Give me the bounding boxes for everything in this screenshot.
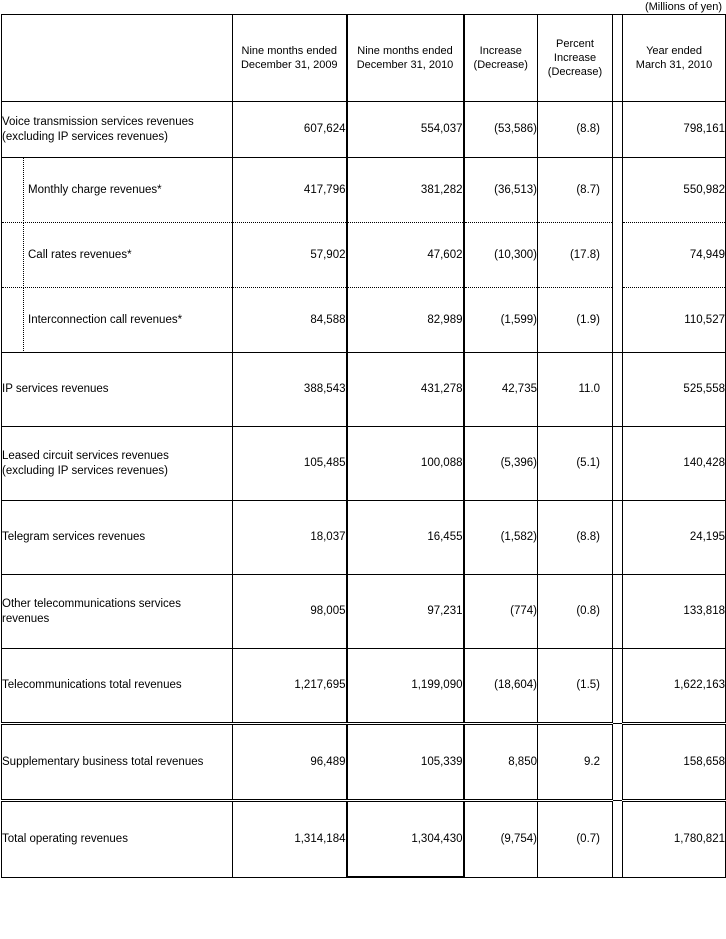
row-label bbox=[2, 801, 233, 878]
column-divider bbox=[613, 427, 623, 501]
column-divider bbox=[613, 501, 623, 575]
cell-year-ended: 550,982 bbox=[623, 158, 726, 223]
row-label bbox=[2, 501, 233, 575]
column-header-y2010 bbox=[347, 15, 464, 102]
header-line-2: (Decrease) bbox=[473, 59, 528, 71]
cell-percent: (17.8) bbox=[538, 223, 613, 288]
cell-percent: (8.8) bbox=[538, 501, 613, 575]
cell-percent: 11.0 bbox=[538, 353, 613, 427]
cell-y2009: 105,485 bbox=[233, 427, 347, 501]
cell-percent: (0.8) bbox=[538, 575, 613, 649]
cell-y2010: 105,339 bbox=[347, 724, 464, 801]
row-label bbox=[2, 649, 233, 724]
header-line-1: Percent bbox=[556, 38, 594, 50]
cell-year-ended: 140,428 bbox=[623, 427, 726, 501]
row-label bbox=[2, 427, 233, 501]
row-label-line-2: (excluding IP services revenues) bbox=[2, 130, 168, 143]
column-header-percent-increase bbox=[538, 15, 613, 102]
table-row bbox=[2, 801, 726, 878]
cell-y2010: 47,602 bbox=[347, 223, 464, 288]
row-label bbox=[2, 223, 233, 288]
cell-percent: (5.1) bbox=[538, 427, 613, 501]
table-row bbox=[2, 501, 726, 575]
cell-year-ended: 798,161 bbox=[623, 102, 726, 158]
row-label-line-1: Monthly charge revenues* bbox=[28, 183, 162, 196]
cell-year-ended: 1,622,163 bbox=[623, 649, 726, 724]
row-label-line-1: Supplementary business total revenues bbox=[2, 755, 204, 768]
header-row bbox=[2, 15, 726, 102]
table-header bbox=[2, 15, 726, 102]
row-label-line-1: Leased circuit services revenues bbox=[2, 449, 169, 462]
cell-y2010: 1,304,430 bbox=[347, 801, 464, 878]
operating-revenues-table bbox=[1, 14, 726, 878]
cell-increase: (1,599) bbox=[464, 288, 538, 353]
cell-increase: (10,300) bbox=[464, 223, 538, 288]
table-row bbox=[2, 575, 726, 649]
table-row bbox=[2, 223, 726, 288]
table-row bbox=[2, 649, 726, 724]
cell-percent: (8.7) bbox=[538, 158, 613, 223]
cell-y2010: 97,231 bbox=[347, 575, 464, 649]
row-label-line-1: Other telecommunications services bbox=[2, 597, 181, 610]
header-line-1: Year ended bbox=[646, 45, 702, 57]
cell-increase: (9,754) bbox=[464, 801, 538, 878]
cell-year-ended: 525,558 bbox=[623, 353, 726, 427]
column-divider bbox=[613, 158, 623, 223]
column-divider bbox=[613, 288, 623, 353]
column-divider bbox=[613, 353, 623, 427]
row-label-line-1: Total operating revenues bbox=[2, 832, 128, 845]
cell-increase: 8,850 bbox=[464, 724, 538, 801]
row-label-line-1: Telegram services revenues bbox=[2, 531, 146, 543]
cell-y2009: 84,588 bbox=[233, 288, 347, 353]
cell-increase: (18,604) bbox=[464, 649, 538, 724]
table-row bbox=[2, 353, 726, 427]
cell-y2009: 388,543 bbox=[233, 353, 347, 427]
row-label bbox=[2, 575, 233, 649]
row-label-line-1: IP services revenues bbox=[2, 383, 109, 395]
column-divider bbox=[613, 649, 623, 724]
cell-y2010: 16,455 bbox=[347, 501, 464, 575]
cell-y2010: 82,989 bbox=[347, 288, 464, 353]
cell-percent: (0.7) bbox=[538, 801, 613, 878]
cell-increase: (774) bbox=[464, 575, 538, 649]
table-body bbox=[2, 102, 726, 878]
cell-y2009: 1,314,184 bbox=[233, 801, 347, 878]
cell-y2010: 381,282 bbox=[347, 158, 464, 223]
cell-percent: 9.2 bbox=[538, 724, 613, 801]
cell-percent: (1.5) bbox=[538, 649, 613, 724]
header-line-1: Nine months ended bbox=[357, 45, 453, 57]
row-label bbox=[2, 724, 233, 801]
column-header-year-ended bbox=[623, 15, 726, 102]
row-label bbox=[2, 353, 233, 427]
header-line-2: December 31, 2009 bbox=[240, 59, 338, 71]
header-line-1: Increase bbox=[479, 45, 522, 57]
column-header-increase bbox=[464, 15, 538, 102]
column-divider bbox=[613, 801, 623, 878]
row-label bbox=[2, 288, 233, 353]
header-line-3: (Decrease) bbox=[547, 66, 603, 78]
cell-year-ended: 24,195 bbox=[623, 501, 726, 575]
cell-percent: (8.8) bbox=[538, 102, 613, 158]
cell-increase: (36,513) bbox=[464, 158, 538, 223]
cell-increase: 42,735 bbox=[464, 353, 538, 427]
cell-y2009: 57,902 bbox=[233, 223, 347, 288]
cell-year-ended: 158,658 bbox=[623, 724, 726, 801]
cell-increase: (5,396) bbox=[464, 427, 538, 501]
financial-table-container bbox=[1, 14, 725, 878]
table-row bbox=[2, 427, 726, 501]
cell-y2009: 98,005 bbox=[233, 575, 347, 649]
cell-y2009: 18,037 bbox=[233, 501, 347, 575]
column-divider bbox=[613, 223, 623, 288]
row-label-line-1: Voice transmission services revenues bbox=[2, 115, 194, 128]
cell-year-ended: 133,818 bbox=[623, 575, 726, 649]
cell-y2009: 1,217,695 bbox=[233, 649, 347, 724]
cell-y2010: 554,037 bbox=[347, 102, 464, 158]
column-divider bbox=[613, 575, 623, 649]
cell-increase: (53,586) bbox=[464, 102, 538, 158]
column-header-label bbox=[2, 15, 233, 102]
row-label-line-2: (excluding IP services revenues) bbox=[2, 464, 168, 477]
row-label-line-1: Interconnection call revenues* bbox=[28, 313, 183, 326]
cell-y2010: 1,199,090 bbox=[347, 649, 464, 724]
cell-year-ended: 110,527 bbox=[623, 288, 726, 353]
table-row bbox=[2, 158, 726, 223]
cell-y2010: 100,088 bbox=[347, 427, 464, 501]
cell-year-ended: 74,949 bbox=[623, 223, 726, 288]
header-line-2: December 31, 2010 bbox=[356, 59, 454, 71]
header-line-1: Nine months ended bbox=[241, 45, 337, 57]
cell-y2010: 431,278 bbox=[347, 353, 464, 427]
cell-y2009: 417,796 bbox=[233, 158, 347, 223]
table-row bbox=[2, 102, 726, 158]
column-divider bbox=[613, 724, 623, 801]
column-header-y2009 bbox=[233, 15, 347, 102]
row-label bbox=[2, 102, 233, 158]
row-label-line-1: Telecommunications total revenues bbox=[2, 679, 182, 691]
header-line-2: Increase bbox=[553, 52, 597, 64]
table-row bbox=[2, 724, 726, 801]
cell-y2009: 96,489 bbox=[233, 724, 347, 801]
row-label-line-2: revenues bbox=[2, 612, 50, 625]
cell-year-ended: 1,780,821 bbox=[623, 801, 726, 878]
column-divider bbox=[613, 102, 623, 158]
cell-y2009: 607,624 bbox=[233, 102, 347, 158]
header-line-2: March 31, 2010 bbox=[635, 59, 713, 71]
units-caption: (Millions of yen) bbox=[644, 1, 722, 13]
row-label-line-1: Call rates revenues* bbox=[28, 248, 132, 261]
cell-increase: (1,582) bbox=[464, 501, 538, 575]
cell-percent: (1.9) bbox=[538, 288, 613, 353]
row-label bbox=[2, 158, 233, 223]
column-divider bbox=[613, 15, 623, 102]
table-row bbox=[2, 288, 726, 353]
